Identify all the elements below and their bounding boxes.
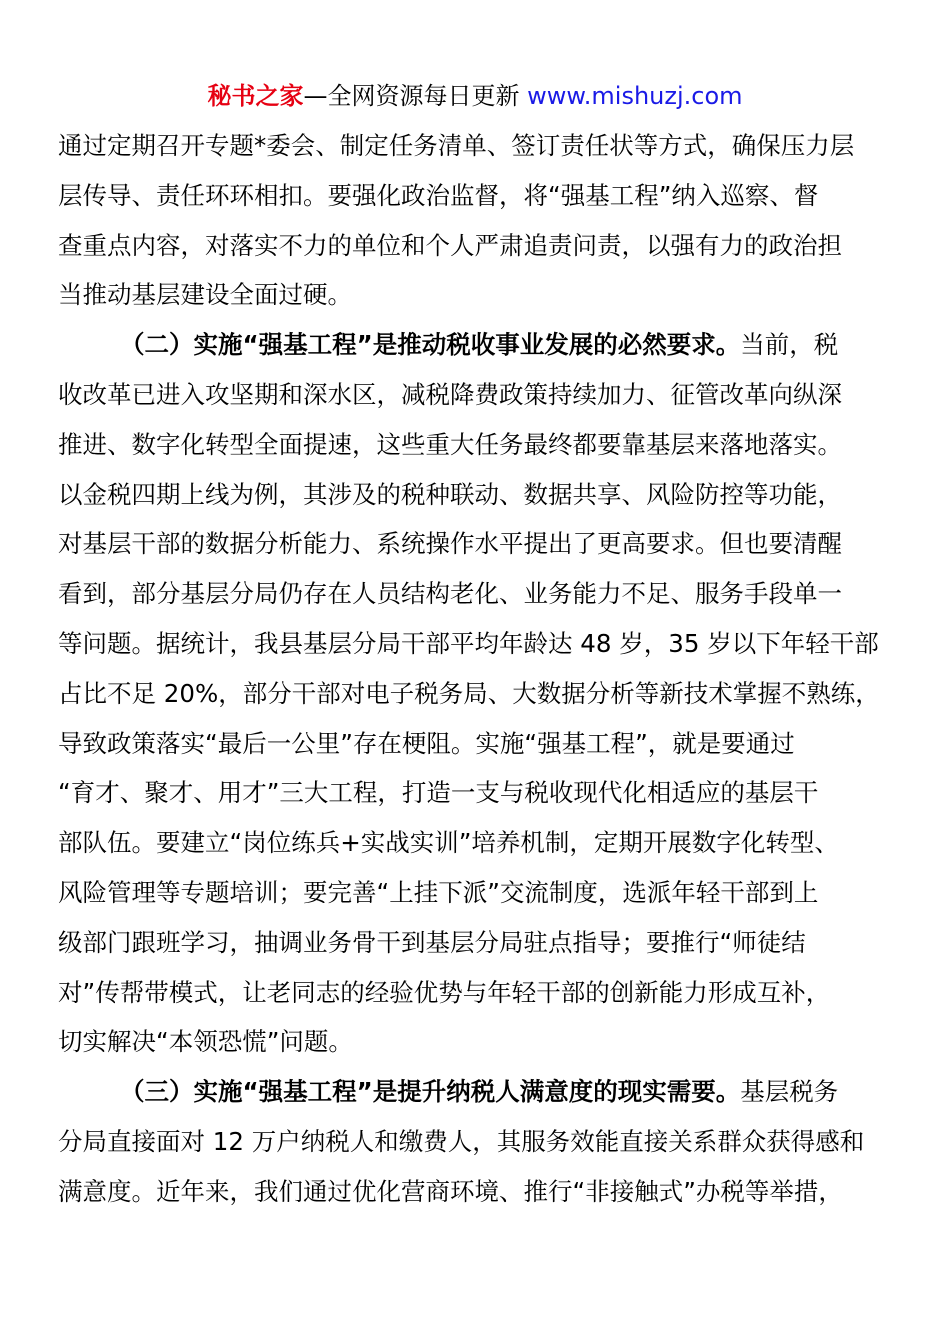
text-line: 导致政策落实“最后一公里”存在梗阻。实施“强基工程”，就是要通过 bbox=[58, 728, 795, 758]
text-line: 收改革已进入攻坚期和深水区，减税降费政策持续加力、征管改革向纵深 bbox=[58, 379, 842, 409]
text-line: 以金税四期上线为例，其涉及的税种联动、数据共享、风险防控等功能， bbox=[58, 479, 842, 509]
text-line: 风险管理等专题培训；要完善“上挂下派”交流制度，选派年轻干部到上 bbox=[58, 877, 819, 907]
section-heading-line: （二）实施“强基工程”是推动税收事业发展的必然要求。当前，税 bbox=[120, 330, 839, 360]
brand-name: 秘书之家 bbox=[207, 82, 304, 110]
text-line: 满意度。近年来，我们通过优化营商环境、推行“非接触式”办税等举措， bbox=[58, 1176, 843, 1206]
text-line: 通过定期召开专题*委会、制定任务清单、签订责任状等方式，确保压力层 bbox=[58, 131, 855, 160]
text-line: 层传导、责任环环相扣。要强化政治监督，将“强基工程”纳入巡察、督 bbox=[58, 180, 819, 210]
document-body bbox=[58, 121, 892, 1217]
text-line: 部队伍。要建立“岗位练兵+实战实训”培养机制，定期开展数字化转型、 bbox=[58, 828, 839, 858]
text-line: “育才、聚才、用才”三大工程，打造一支与税收现代化相适应的基层干 bbox=[58, 778, 819, 808]
section-heading-line: （三）实施“强基工程”是提升纳税人满意度的现实需要。基层税务 bbox=[120, 1077, 839, 1107]
text-line: 分局直接面对 12 万户纳税人和缴费人，其服务效能直接关系群众获得感和 bbox=[58, 1126, 865, 1156]
text-line: 查重点内容，对落实不力的单位和个人严肃追责问责，以强有力的政治担 bbox=[58, 230, 842, 260]
header-tagline: —全网资源每日更新 bbox=[303, 82, 528, 110]
section-heading: （二）实施“强基工程”是推动税收事业发展的必然要求。 bbox=[120, 330, 741, 360]
site-header bbox=[0, 80, 950, 112]
text-line: 占比不足 20%，部分干部对电子税务局、大数据分析等新技术掌握不熟练， bbox=[58, 678, 880, 708]
text-line: 当推动基层建设全面过硬。 bbox=[58, 280, 352, 310]
text-line: 对”传帮带模式，让老同志的经验优势与年轻干部的创新能力形成互补， bbox=[58, 977, 831, 1007]
text-line: 级部门跟班学习，抽调业务骨干到基层分局驻点指导；要推行“师徒结 bbox=[58, 927, 806, 957]
text-line: 等问题。据统计，我县基层分局干部平均年龄达 48 岁，35 岁以下年轻干部 bbox=[58, 628, 879, 658]
text-line: 推进、数字化转型全面提速，这些重大任务最终都要靠基层来落地落实。 bbox=[58, 429, 842, 459]
text-line: 对基层干部的数据分析能力、系统操作水平提出了更高要求。但也要清醒 bbox=[58, 529, 842, 559]
text-line: 切实解决“本领恐慌”问题。 bbox=[58, 1027, 353, 1057]
text-line: 看到，部分基层分局仍存在人员结构老化、业务能力不足、服务手段单一 bbox=[58, 579, 842, 609]
section-heading: （三）实施“强基工程”是提升纳税人满意度的现实需要。 bbox=[120, 1077, 741, 1107]
site-url-link[interactable]: www.mishuzj.com bbox=[527, 82, 743, 110]
